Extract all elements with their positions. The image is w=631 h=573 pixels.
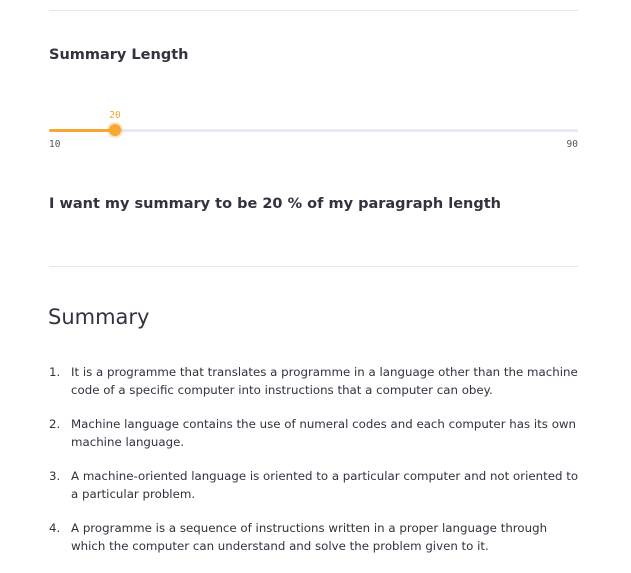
list-item <box>49 467 579 503</box>
top-divider <box>49 10 578 11</box>
list-item <box>49 363 579 399</box>
list-number: 1. <box>49 365 61 379</box>
slider-track[interactable] <box>49 129 578 132</box>
slider-min-label: 10 <box>49 139 61 150</box>
summary-length-slider[interactable] <box>49 110 578 150</box>
list-number: 4. <box>49 521 61 535</box>
slider-thumb[interactable] <box>109 124 121 136</box>
summary-list <box>49 363 579 571</box>
list-text: A programme is a sequence of instructions written in a proper language through which the computer can understand and solve the problem given to it. <box>71 521 548 553</box>
slider-fill <box>49 129 115 132</box>
list-text: A machine-oriented language is oriented to a particular computer and not oriented to a particular problem. <box>71 469 579 501</box>
list-item <box>49 415 579 451</box>
summary-heading: Summary <box>48 305 150 329</box>
section-divider <box>49 266 578 267</box>
list-number: 2. <box>49 417 61 431</box>
summary-length-label: Summary Length <box>49 47 189 63</box>
list-text: It is a programme that translates a programme in a language other than the machine code of a specific computer into instructions that a computer can obey. <box>71 365 578 397</box>
list-number: 3. <box>49 469 61 483</box>
summary-percent-statement: I want my summary to be 20 % of my paragraph length <box>49 196 501 212</box>
list-text: Machine language contains the use of numeral codes and each computer has its own machine language. <box>71 417 577 449</box>
slider-value-label: 20 <box>109 110 121 121</box>
slider-max-label: 90 <box>566 139 578 150</box>
list-item <box>49 519 579 555</box>
